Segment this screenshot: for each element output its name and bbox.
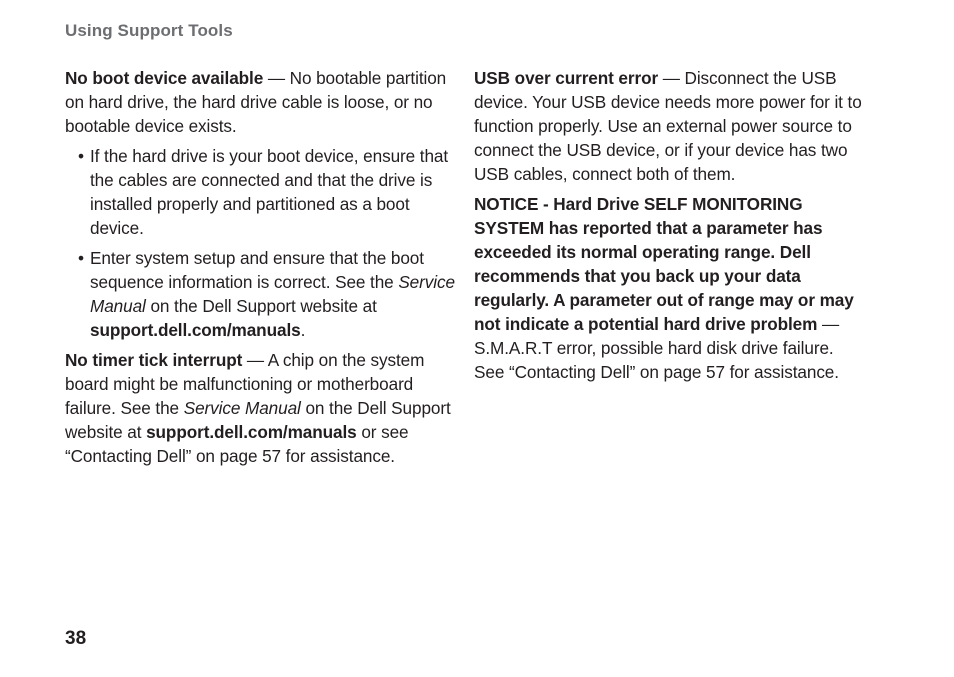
error-term: No timer tick interrupt [65,350,243,370]
error-entry-timer-tick [65,348,455,468]
error-description: on the Dell Support website at [65,398,451,442]
error-entry-no-boot-device [65,66,455,138]
support-url: support.dell.com/manuals [90,320,301,340]
error-description: — Disconnect the USB device. Your USB device needs more power for it to function properly. Use an external power source to connect the USB device, or if your device has two USB cables, connect both of them. [474,68,862,184]
right-column [474,66,864,384]
bullet-list [65,144,455,342]
error-term: USB over current error [474,68,659,88]
list-item [65,246,455,342]
error-description: — A chip on the system board might be malfunctioning or motherboard failure. See the [65,350,425,418]
error-description: or see “Contacting Dell” on page 57 for assistance. [65,422,409,466]
list-item [65,144,455,240]
error-description: — S.M.A.R.T error, possible hard disk drive failure. See “Contacting Dell” on page 57 for assistance. [474,314,840,382]
support-url: support.dell.com/manuals [146,422,357,442]
error-entry-smart-notice [474,192,864,384]
section-header: Using Support Tools [65,21,233,40]
error-description: — No bootable partition on hard drive, the hard drive cable is loose, or no bootable device exists. [65,68,447,136]
list-item-text: Enter system setup and ensure that the boot sequence information is correct. See the [90,248,424,292]
error-entry-usb-over-current [474,66,864,186]
error-term: No boot device available [65,68,264,88]
list-item-text: . [300,320,306,340]
page-number: 38 [65,628,87,649]
error-term: NOTICE - Hard Drive SELF MONITORING SYSTEM has reported that a parameter has exceeded its normal operating range. Dell recommends that you back up your data regularly. A parameter out of range may or may not indicate a potential hard drive problem [474,194,854,334]
list-item-text: If the hard drive is your boot device, ensure that the cables are connected and that the drive is installed properly and partitioned as a boot device. [90,146,449,238]
bullet-icon: • [78,248,84,268]
manual-title: Service Manual [183,398,301,418]
left-column [65,66,455,474]
manual-title: Service Manual [90,272,455,316]
list-item-text: on the Dell Support website at [145,296,377,316]
bullet-icon: • [78,146,84,166]
